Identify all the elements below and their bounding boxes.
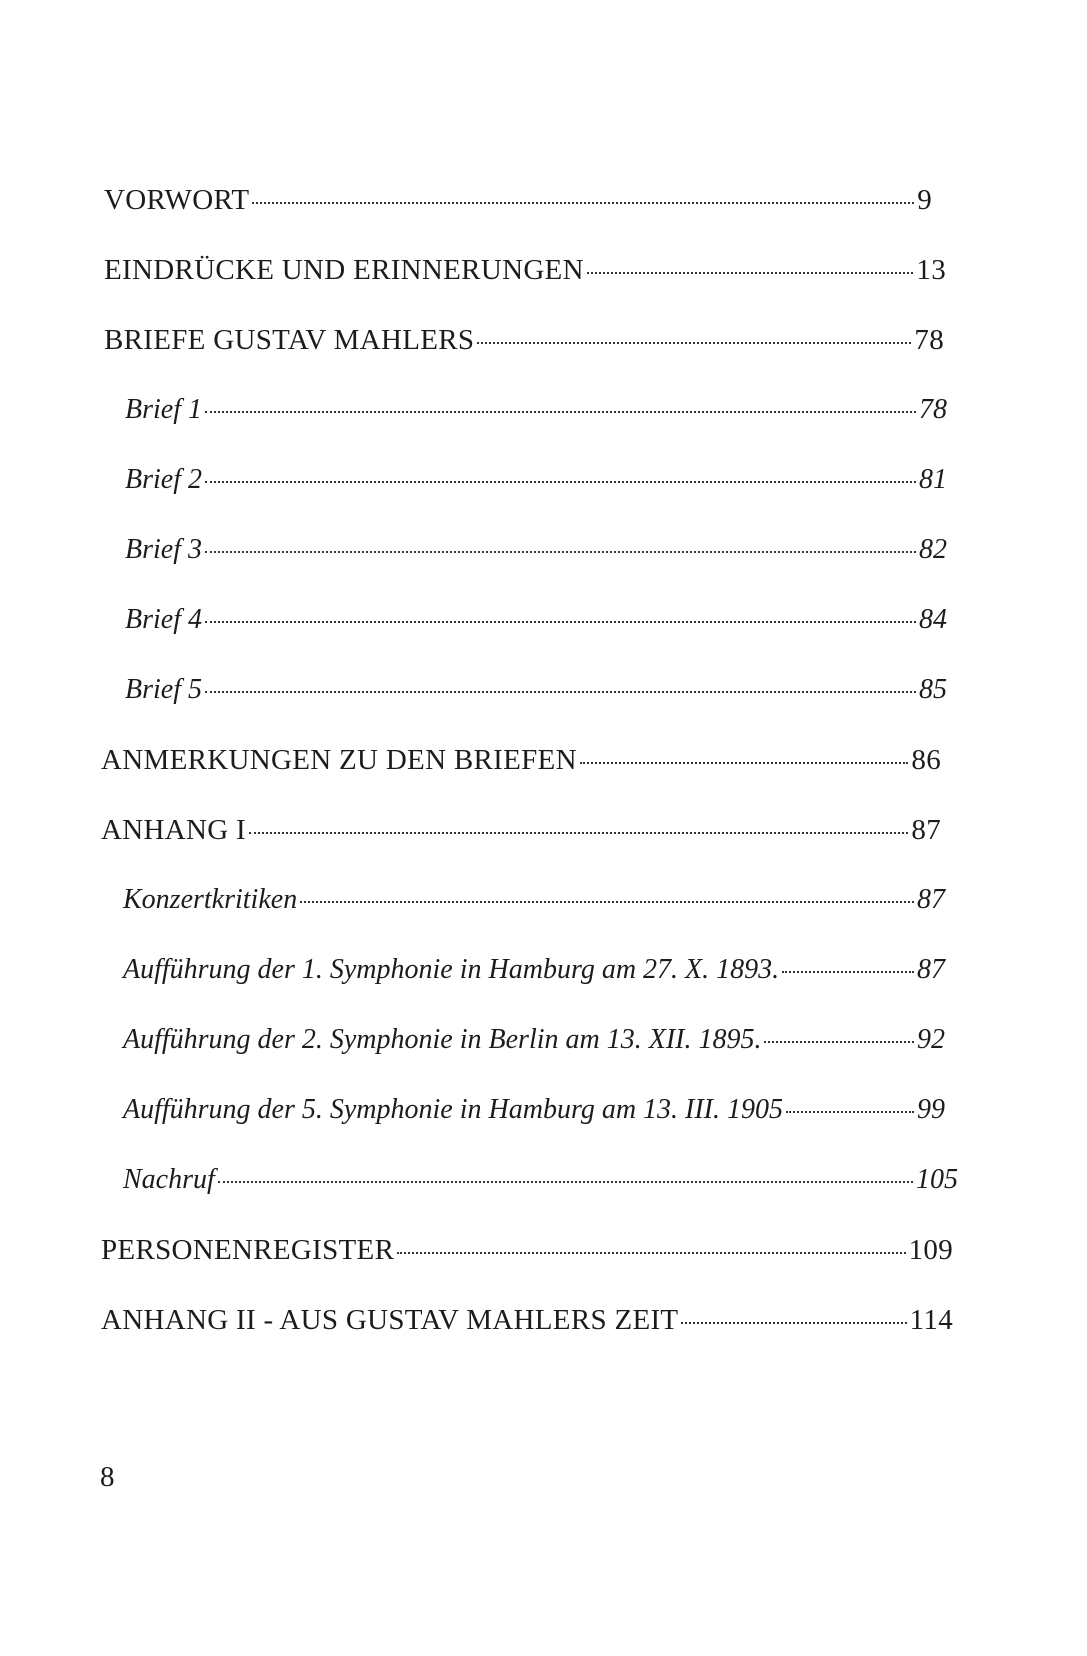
dot-leader [397, 1252, 905, 1254]
toc-entry-brief-1 [125, 394, 947, 434]
page-number: 8 [100, 1461, 115, 1493]
toc-entry-title: Brief 5 [125, 674, 202, 705]
dot-leader [205, 551, 916, 553]
dot-leader [205, 411, 916, 413]
toc-entry-title: Konzertkritiken [123, 884, 298, 915]
toc-entry-briefe [104, 324, 944, 364]
dot-leader [205, 691, 916, 693]
toc-entry-nachruf [123, 1164, 958, 1204]
toc-entry-title: Brief 4 [125, 604, 202, 635]
toc-entry-page: 85 [919, 674, 947, 705]
toc-entry-title: ANHANG II - AUS GUSTAV MAHLERS ZEIT [101, 1304, 679, 1336]
toc-entry-page: 78 [919, 394, 947, 425]
toc-entry-brief-3 [125, 534, 947, 574]
dot-leader [782, 971, 914, 973]
dot-leader [580, 762, 909, 764]
toc-entry-page: 78 [914, 324, 944, 356]
toc-entry-page: 92 [917, 1024, 945, 1055]
toc-entry-title: BRIEFE GUSTAV MAHLERS [104, 324, 475, 356]
toc-entry-title: ANMERKUNGEN ZU DEN BRIEFEN [101, 744, 577, 776]
toc-entry-anhang-1 [101, 814, 941, 854]
toc-entry-symphonie-5 [123, 1094, 945, 1134]
toc-entry-konzertkritiken [123, 884, 945, 924]
toc-entry-title: VORWORT [104, 184, 250, 216]
dot-leader [587, 272, 914, 274]
dot-leader [249, 832, 908, 834]
dot-leader [205, 481, 916, 483]
dot-leader [681, 1322, 906, 1324]
toc-entry-page: 84 [919, 604, 947, 635]
dot-leader [252, 202, 914, 204]
dot-leader [205, 621, 916, 623]
toc-entry-page: 13 [916, 254, 946, 286]
toc-entry-title: PERSONENREGISTER [101, 1234, 395, 1266]
toc-entry-title: ANHANG I [101, 814, 246, 846]
toc-entry-page: 82 [919, 534, 947, 565]
toc-entry-title: Brief 3 [125, 534, 202, 565]
toc-entry-title: Brief 2 [125, 464, 202, 495]
toc-entry-anmerkungen [101, 744, 941, 784]
toc-entry-page: 87 [917, 884, 945, 915]
toc-entry-eindruecke [104, 254, 946, 294]
toc-entry-brief-2 [125, 464, 947, 504]
toc-entry-title: Brief 1 [125, 394, 202, 425]
toc-entry-vorwort [104, 184, 932, 224]
toc-entry-page: 109 [908, 1234, 953, 1266]
toc-entry-page: 9 [917, 184, 932, 216]
toc-entry-brief-4 [125, 604, 947, 644]
toc-entry-page: 81 [919, 464, 947, 495]
toc-entry-page: 105 [916, 1164, 958, 1195]
toc-entry-page: 87 [917, 954, 945, 985]
toc-entry-title: Aufführung der 1. Symphonie in Hamburg am 27. X. 1893. [123, 954, 780, 985]
toc-entry-title: Aufführung der 5. Symphonie in Hamburg am 13. III. 1905 [123, 1094, 784, 1125]
toc-entry-personenregister [101, 1234, 953, 1274]
toc-entry-page: 87 [911, 814, 941, 846]
toc-entry-page: 99 [917, 1094, 945, 1125]
toc-entry-symphonie-1 [123, 954, 945, 994]
dot-leader [300, 901, 914, 903]
toc-entry-title: Aufführung der 2. Symphonie in Berlin am 13. XII. 1895. [123, 1024, 762, 1055]
toc-entry-title: Nachruf [123, 1164, 215, 1195]
dot-leader [477, 342, 911, 344]
dot-leader [218, 1181, 913, 1183]
dot-leader [786, 1111, 914, 1113]
toc-entry-page: 114 [909, 1304, 953, 1336]
toc-entry-title: EINDRÜCKE UND ERINNERUNGEN [104, 254, 584, 286]
dot-leader [764, 1041, 914, 1043]
toc-entry-page: 86 [911, 744, 941, 776]
toc-entry-anhang-2 [101, 1304, 953, 1344]
toc-entry-brief-5 [125, 674, 947, 714]
toc-entry-symphonie-2 [123, 1024, 945, 1064]
